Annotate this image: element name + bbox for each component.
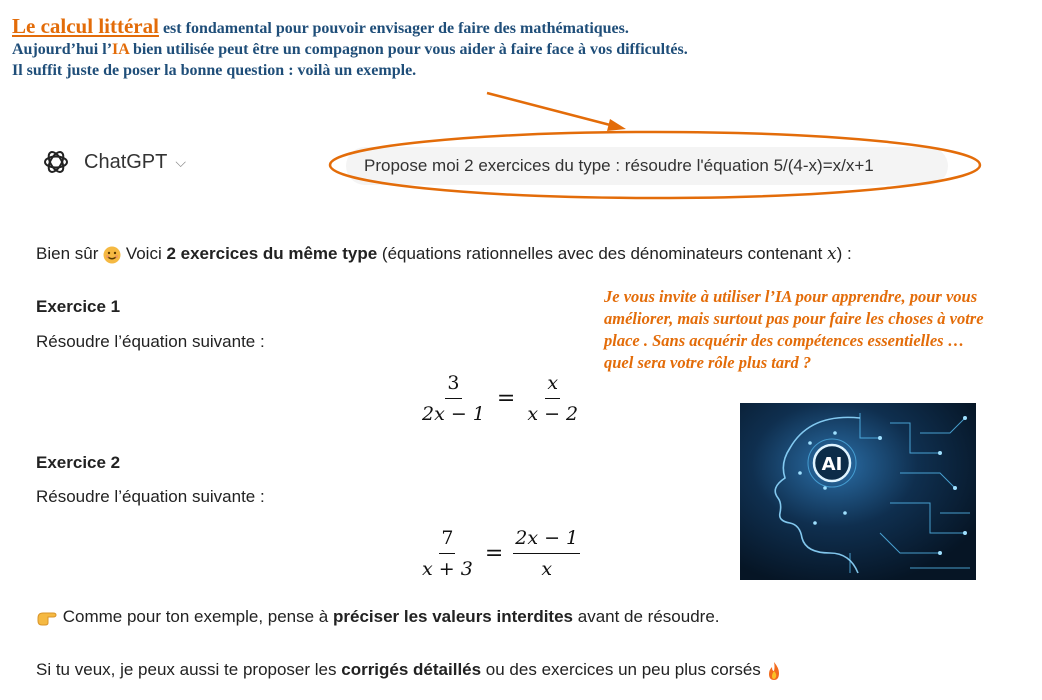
tip-line	[36, 607, 720, 627]
pointing-hand-icon	[36, 609, 58, 627]
tip-start: Comme pour ton exemple, pense à	[58, 607, 333, 626]
outro-line	[36, 660, 782, 681]
outro-start: Si tu veux, je peux aussi te proposer les	[36, 660, 342, 679]
outro-bold: corrigés détaillés	[341, 660, 482, 679]
intro-mid: Voici	[121, 244, 167, 263]
intro-end: (équations rationnelles avec des dénominateurs contenant	[377, 244, 828, 263]
header-line-2-end: bien utilisée peut être un compagnon pour vous aider à faire face à vos difficultés.	[128, 41, 688, 58]
equals-sign: =	[496, 386, 516, 411]
answer-intro	[36, 244, 852, 264]
numerator: x	[545, 372, 560, 399]
fire-icon	[766, 661, 782, 681]
exercise-1-title: Exercice 1	[36, 297, 121, 316]
denominator: x − 2	[527, 403, 579, 425]
teacher-note: Je vous invite à utiliser l’IA pour apprendre, pour vous améliorer, mais surtout pas pour faire les choses à votre place . Sans acquérir des compétences essentielles … quel sera votre rôle plus tard ?	[604, 287, 984, 372]
tip-end: avant de résoudre.	[573, 607, 720, 626]
header-line-3: Il suffit juste de poser la bonne question : voilà un exemple.	[12, 62, 417, 79]
smiley-icon	[103, 246, 121, 264]
fraction-right	[521, 372, 584, 425]
exercise-1-instruction: Résoudre l’équation suivante :	[36, 332, 265, 351]
exercise-2-instruction: Résoudre l’équation suivante :	[36, 487, 265, 506]
intro-close: ) :	[836, 244, 852, 263]
header-line-1-text: est fondamental pour pouvoir envisager de faire des mathématiques.	[158, 20, 629, 37]
intro-bold: 2 exercices du même type	[166, 244, 378, 263]
outro-end: ou des exercices un peu plus corsés	[481, 660, 766, 679]
user-prompt-text: Propose moi 2 exercices du type : résoudre l'équation 5/(4-x)=x/x+1	[364, 156, 874, 175]
numerator: 2x − 1	[513, 527, 580, 554]
fraction-left	[416, 527, 479, 580]
fraction-right	[509, 527, 584, 580]
exercise-1-equation	[416, 372, 584, 425]
fraction-left	[416, 372, 491, 425]
denominator: 2x − 1	[422, 403, 485, 425]
denominator: x	[541, 558, 553, 580]
tip-bold: préciser les valeurs interdites	[332, 607, 574, 626]
header-highlight: Le calcul littéral	[12, 14, 159, 38]
denominator: x + 3	[422, 558, 473, 580]
exercise-2-equation	[416, 527, 584, 580]
ai-badge-text: AI	[821, 454, 843, 475]
intro-start: Bien sûr	[36, 244, 104, 263]
exercise-2-title: Exercice 2	[36, 453, 121, 472]
header-line-2-start: Aujourd’hui l’	[12, 41, 113, 58]
numerator: 7	[439, 527, 455, 554]
chevron-down-icon: ⌵	[175, 153, 186, 170]
intro-variable: x	[827, 244, 837, 264]
header-ia: IA	[112, 41, 129, 58]
chatgpt-name: ChatGPT	[84, 150, 168, 173]
equals-sign: =	[484, 541, 504, 566]
numerator: 3	[445, 372, 461, 399]
ai-brain-illustration	[740, 403, 976, 580]
